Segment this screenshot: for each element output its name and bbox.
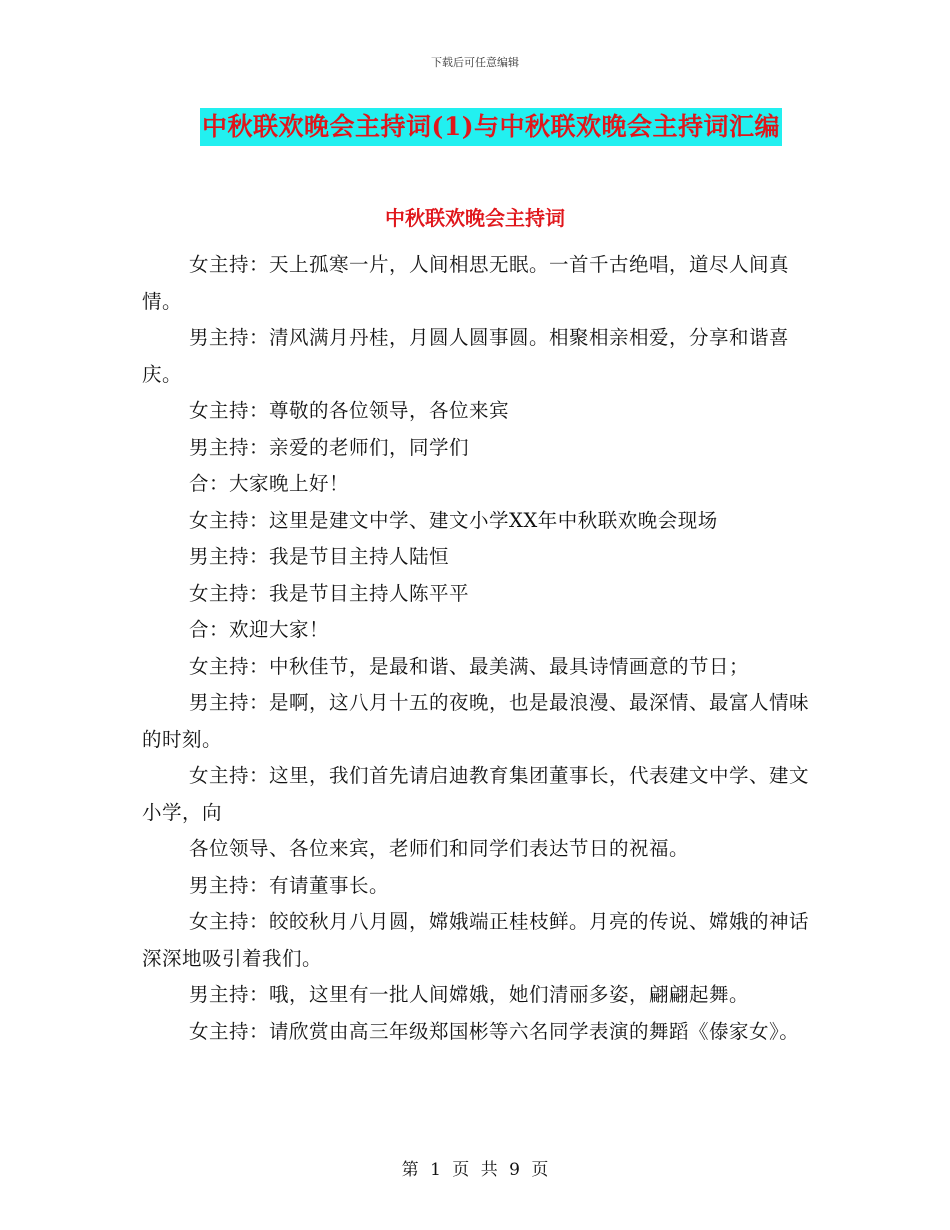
paragraph: 男主持：我是节目主持人陆恒 [189, 545, 450, 568]
paragraph: 女主持：天上孤寒一片，人间相思无眠。一首千古绝唱，道尽人间真情。 [142, 253, 790, 313]
paragraph: 男主持：清风满月丹桂，月圆人圆事圆。相聚相亲相爱，分享和谐喜庆。 [142, 326, 790, 386]
paragraph: 男主持：亲爱的老师们，同学们 [189, 435, 470, 459]
document-title: 中秋联欢晚会主持词(1)与中秋联欢晚会主持词汇编 [200, 108, 782, 146]
paragraph: 合：欢迎大家！ [189, 618, 330, 641]
paragraph: 各位领导、各位来宾，老师们和同学们表达节日的祝福。 [189, 837, 690, 860]
page-footer: 第 1 页 共 9 页 [401, 1160, 549, 1180]
paragraph: 女主持：中秋佳节，是最和谐、最美满、最具诗情画意的节日； [189, 654, 750, 678]
paragraph: 女主持：这里是建文中学、建文小学XX年中秋联欢晚会现场 [189, 508, 718, 532]
section-title: 中秋联欢晚会主持词 [385, 206, 565, 230]
document-title-container [200, 108, 782, 146]
paragraph: 女主持：皎皎秋月八月圆，嫦娥端正桂枝鲜。月亮的传说、嫦娥的神话深深地吸引着我们。 [142, 910, 810, 970]
paragraph: 合：大家晚上好！ [189, 472, 350, 495]
paragraph: 女主持：请欣赏由高三年级郑国彬等六名同学表演的舞蹈《傣家女》。 [189, 1019, 800, 1043]
document-body [142, 247, 810, 1050]
paragraph: 男主持：有请董事长。 [189, 873, 390, 897]
paragraph: 女主持：这里，我们首先请启迪教育集团董事长，代表建文中学、建文小学，向 [142, 764, 810, 824]
paragraph: 男主持：哦，这里有一批人间嫦娥，她们清丽多姿，翩翩起舞。 [189, 983, 750, 1006]
paragraph: 男主持：是啊，这八月十五的夜晚，也是最浪漫、最深情、最富人情味的时刻。 [142, 691, 810, 751]
paragraph: 女主持：我是节目主持人陈平平 [189, 581, 470, 605]
paragraph: 女主持：尊敬的各位领导，各位来宾 [189, 399, 510, 422]
page-header-note: 下载后可任意编辑 [431, 56, 519, 69]
